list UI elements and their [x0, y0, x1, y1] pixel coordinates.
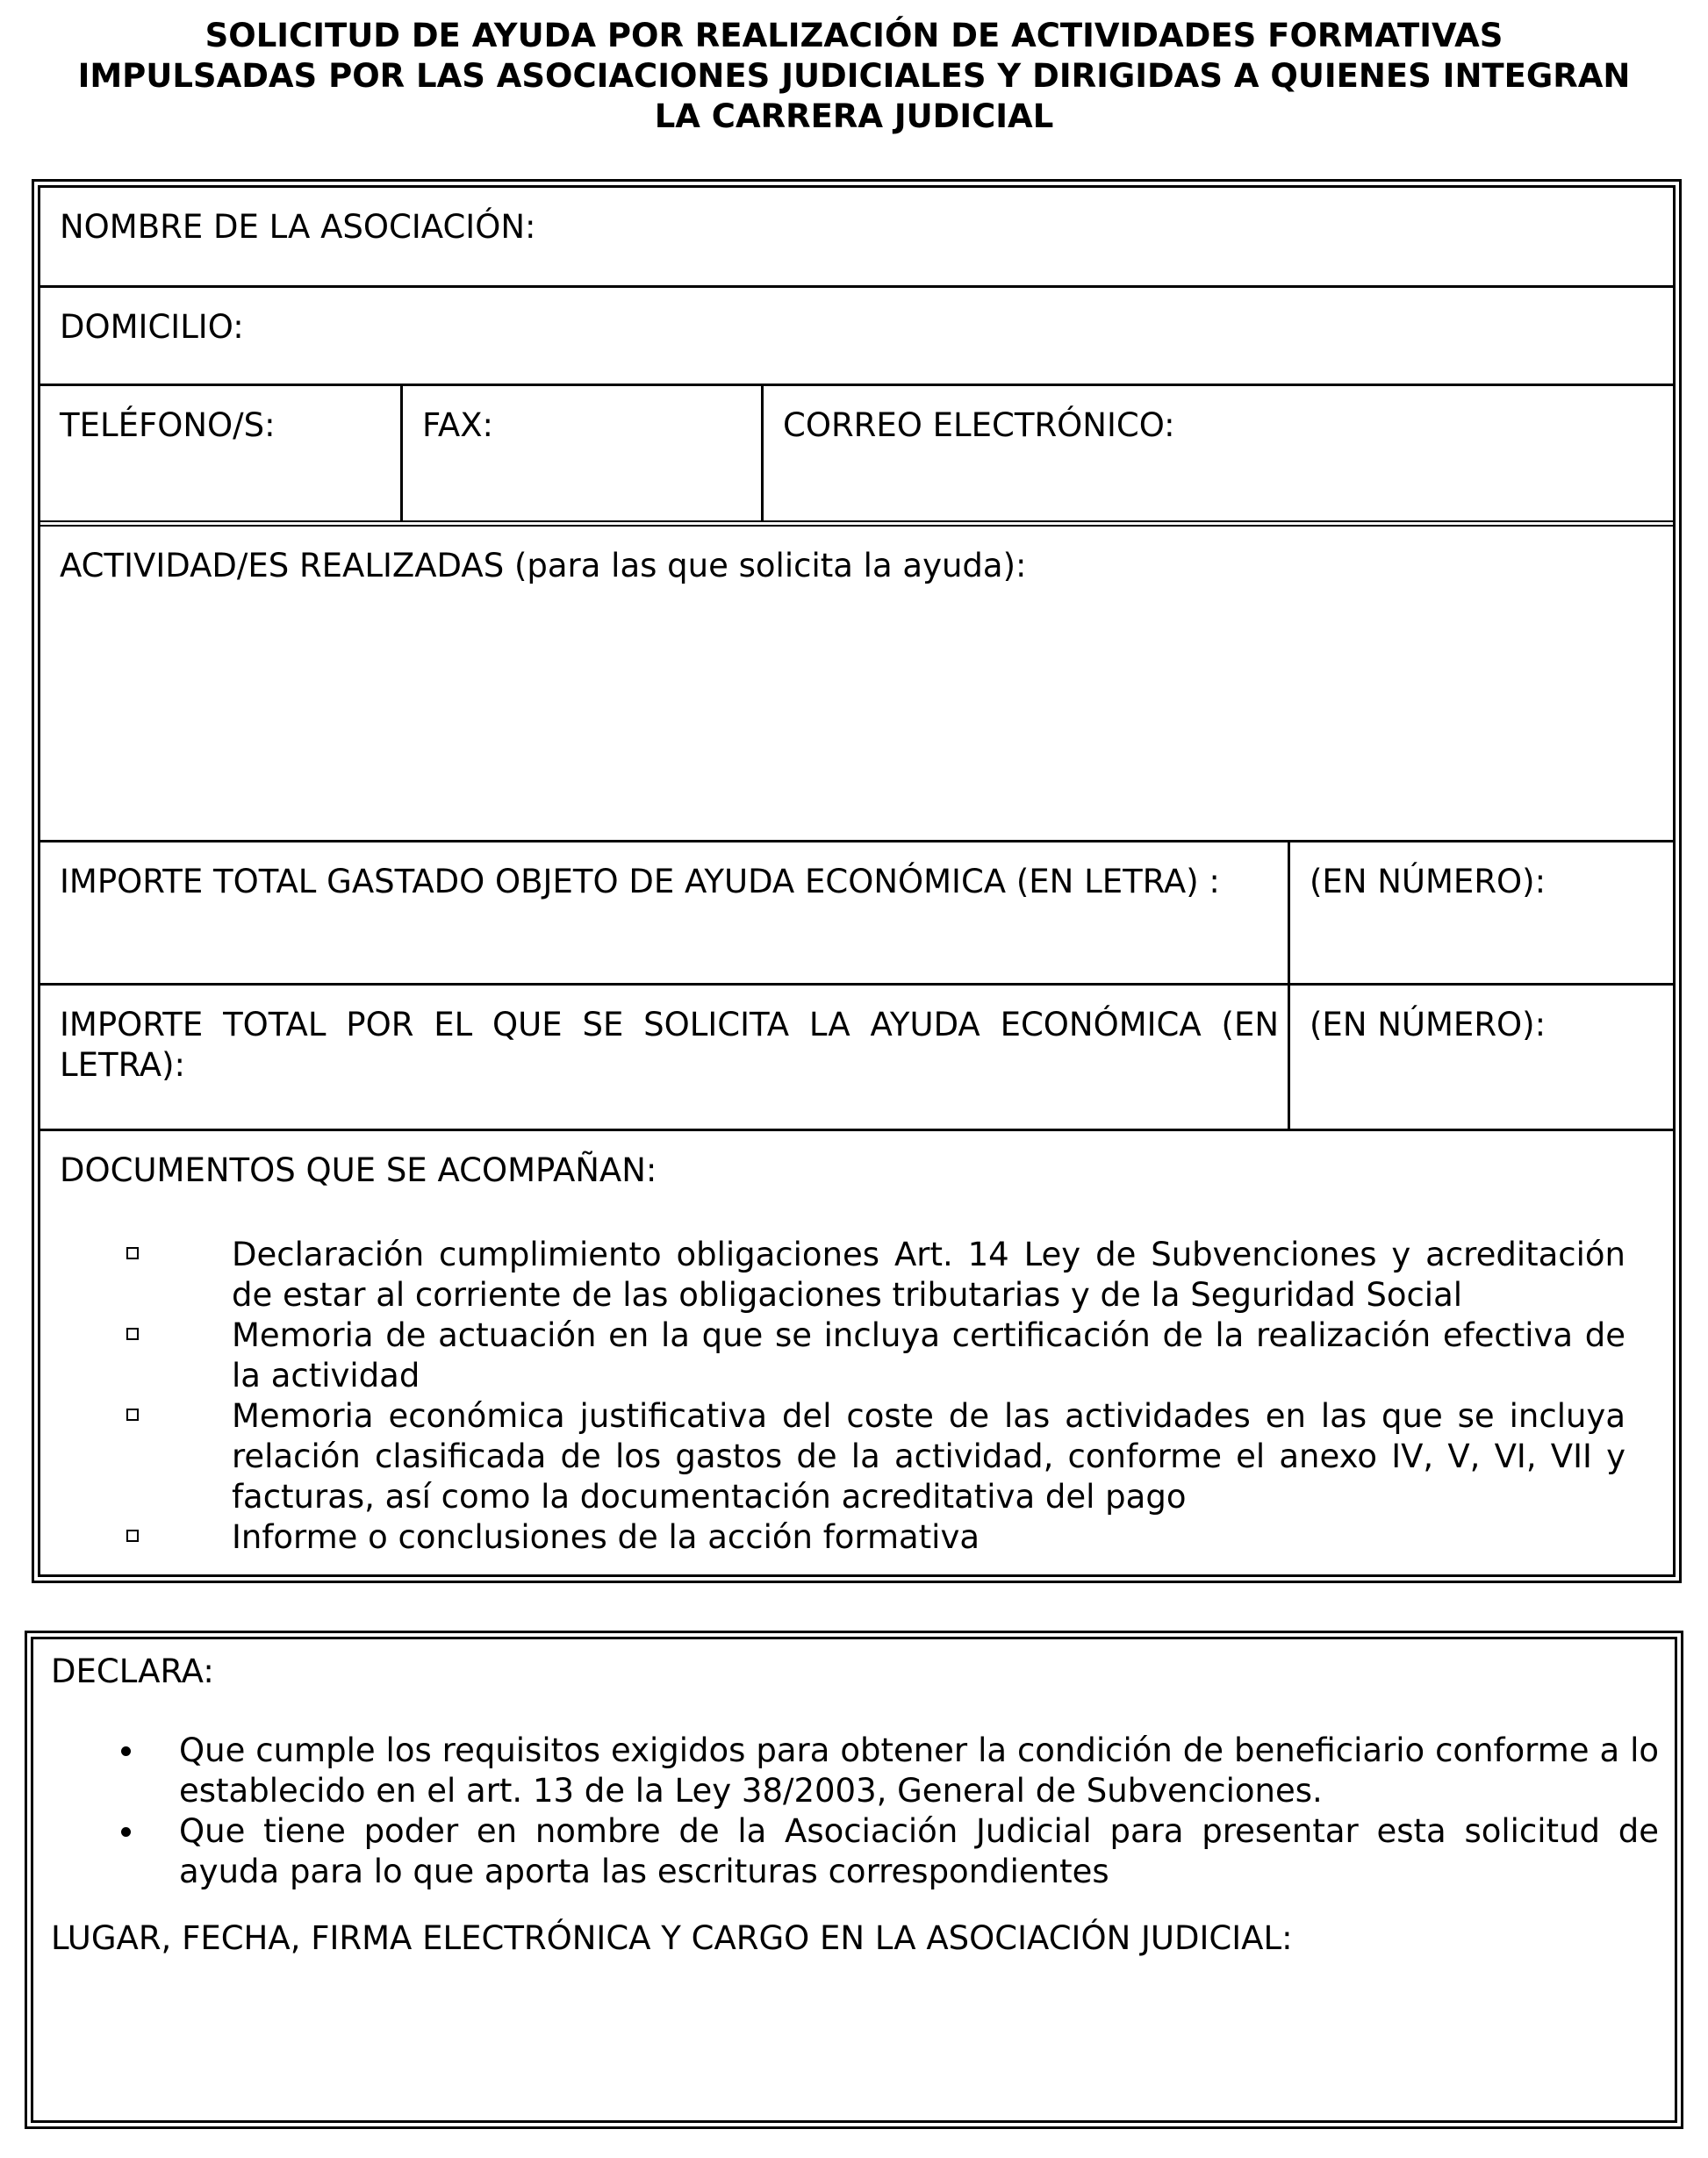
application-form-inner: [38, 185, 1676, 1577]
documento-item: [40, 1517, 1673, 1558]
document-title: [0, 16, 1708, 137]
documento-item: [40, 1396, 1673, 1517]
documento-text: Informe o conclusiones de la acción formativa: [232, 1518, 980, 1556]
row-nombre[interactable]: [40, 188, 1673, 288]
row-importe-solicita: [40, 986, 1673, 1131]
importe-gastado-numero-field[interactable]: [1288, 842, 1673, 983]
row-actividades[interactable]: [40, 527, 1673, 842]
title-line-2: IMPULSADAS POR LAS ASOCIACIONES JUDICIALES Y DIRIGIDAS A QUIENES INTEGRAN: [77, 57, 1631, 95]
importe-solicita-label: [60, 1005, 1279, 1086]
declaration-box: [25, 1631, 1683, 2129]
importe-solicita-line-2: LETRA):: [60, 1046, 186, 1084]
importe-gastado-letra-field[interactable]: [40, 842, 1288, 983]
bullet-icon: [121, 1827, 131, 1837]
documento-text: Memoria económica justificativa del coste de las actividades en las que se incluya relación clasificada de los gastos de la actividad, conforme el anexo IV, V, VI, VII y facturas, así como la documentación acreditativa del pago: [232, 1397, 1625, 1516]
correo-field[interactable]: [761, 386, 1673, 520]
nombre-label: NOMBRE DE LA ASOCIACIÓN:: [60, 208, 536, 246]
importe-gastado-numero-label: (EN NÚMERO):: [1310, 863, 1547, 900]
documentos-label: DOCUMENTOS QUE SE ACOMPAÑAN:: [60, 1151, 657, 1189]
title-line-3: LA CARRERA JUDICIAL: [654, 97, 1054, 135]
declaration-list: [33, 1731, 1675, 1892]
row-domicilio[interactable]: [40, 288, 1673, 386]
checkbox-icon[interactable]: [126, 1409, 139, 1421]
bullet-icon: [121, 1746, 131, 1756]
row-documentos: [40, 1131, 1673, 1574]
importe-solicita-line-1: IMPORTE TOTAL POR EL QUE SE SOLICITA LA AYUDA ECONÓMICA (EN: [60, 1006, 1279, 1043]
documento-item: [40, 1316, 1673, 1396]
telefono-field[interactable]: [40, 386, 400, 520]
actividades-label: ACTIVIDAD/ES REALIZADAS (para las que solicita la ayuda):: [60, 547, 1027, 584]
checkbox-icon[interactable]: [126, 1530, 139, 1542]
documentos-list: [40, 1235, 1673, 1558]
fax-field[interactable]: [400, 386, 761, 520]
telefono-label: TELÉFONO/S:: [60, 406, 276, 444]
correo-label: CORREO ELECTRÓNICO:: [783, 406, 1175, 444]
row-importe-gastado: [40, 842, 1673, 986]
importe-solicita-letra-field[interactable]: [40, 986, 1288, 1129]
importe-solicita-numero-field[interactable]: [1288, 986, 1673, 1129]
application-form-box: [32, 179, 1682, 1583]
declaration-inner: [31, 1637, 1677, 2123]
fax-label: FAX:: [422, 406, 494, 444]
domicilio-label: DOMICILIO:: [60, 308, 244, 346]
checkbox-icon[interactable]: [126, 1247, 139, 1259]
importe-gastado-label: IMPORTE TOTAL GASTADO OBJETO DE AYUDA ECONÓMICA (EN LETRA) :: [60, 863, 1220, 900]
row-contacto: [40, 386, 1673, 527]
title-line-1: SOLICITUD DE AYUDA POR REALIZACIÓN DE ACTIVIDADES FORMATIVAS: [205, 17, 1503, 54]
signature-field-label: LUGAR, FECHA, FIRMA ELECTRÓNICA Y CARGO EN LA ASOCIACIÓN JUDICIAL:: [51, 1919, 1293, 1957]
declaration-item: [33, 1811, 1675, 1892]
declaration-text: Que tiene poder en nombre de la Asociación Judicial para presentar esta solicitud de ayuda para lo que aporta las escrituras correspondientes: [179, 1812, 1659, 1890]
declaration-text: Que cumple los requisitos exigidos para obtener la condición de beneficiario conforme a lo establecido en el art. 13 de la Ley 38/2003, General de Subvenciones.: [179, 1731, 1659, 1810]
checkbox-icon[interactable]: [126, 1328, 139, 1340]
importe-solicita-numero-label: (EN NÚMERO):: [1310, 1006, 1547, 1043]
declara-label: DECLARA:: [51, 1653, 214, 1690]
declaration-item: [33, 1731, 1675, 1811]
documento-text: Memoria de actuación en la que se incluya certificación de la realización efectiva de la actividad: [232, 1316, 1625, 1394]
documento-text: Declaración cumplimiento obligaciones Art. 14 Ley de Subvenciones y acreditación de estar al corriente de las obligaciones tributarias y de la Seguridad Social: [232, 1236, 1625, 1314]
documento-item: [40, 1235, 1673, 1316]
